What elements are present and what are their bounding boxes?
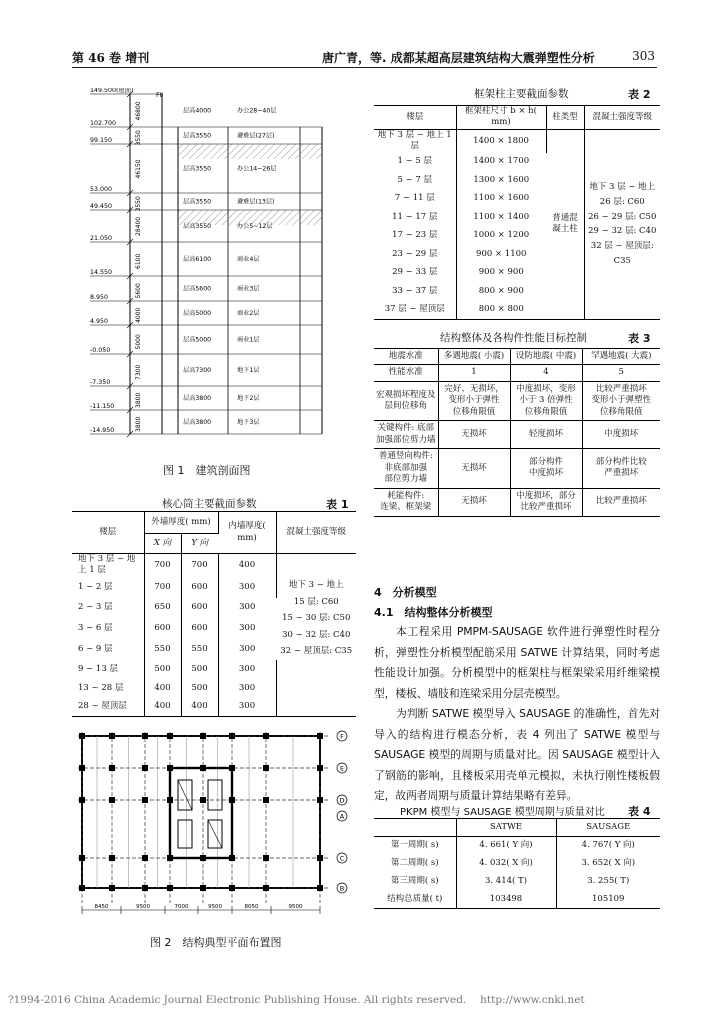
column: [109, 885, 115, 891]
column: [200, 733, 206, 739]
figure-1-caption: 图 1 建筑剖面图: [163, 464, 251, 477]
column: [317, 765, 323, 771]
table-4: [374, 818, 660, 909]
t1-cell: 9 ~ 13 层: [72, 660, 144, 679]
dim-label: 3550: [135, 130, 142, 146]
table-row: [374, 381, 660, 420]
t1-cell: 28 ~ 屋顶层: [72, 698, 144, 717]
dim-label: 7300: [135, 364, 142, 380]
floor-height-label: 层高7300: [183, 367, 212, 374]
t3-row-header: 普通竖向构件: 非底部加强 部位剪力墙: [374, 449, 438, 488]
label-fl: F8: [156, 92, 164, 99]
column: [79, 765, 85, 771]
t1-cell: 300: [239, 643, 256, 654]
table-3: [374, 348, 660, 517]
elevator-shaft: [208, 780, 222, 810]
elevation-label: 21.050: [90, 235, 113, 242]
table-row: [374, 855, 660, 873]
dim-label: 7000: [174, 904, 189, 910]
elevation-label: 14.550: [90, 269, 113, 276]
t3-row-header: 性能水准: [374, 365, 438, 381]
t1-cell: 1 ~ 2 层: [72, 577, 144, 598]
usage-label: 地下3层: [237, 419, 260, 426]
t1-cell: 3 ~ 6 层: [72, 618, 144, 639]
t2-size-cell: 1400 × 1800: [456, 129, 546, 152]
column: [200, 797, 206, 803]
elevation-label: 149.500(屋面): [90, 88, 134, 94]
floor-height-label: 层高3800: [183, 419, 212, 426]
axis-label: D: [339, 796, 345, 805]
floor-height-label: 层高6100: [183, 256, 212, 263]
elevation-label: 102.700: [90, 120, 117, 127]
running-title: 唐广青，等. 成都某超高层建筑结构大震弹塑性分析: [322, 51, 595, 65]
table-4-title: PKPM 模型与 SAUSAGE 模型周期与质量对比: [400, 807, 605, 818]
t4-cell: 105109: [592, 893, 625, 904]
table-row: [374, 129, 660, 152]
t1-cell: 6 ~ 9 层: [72, 639, 144, 660]
t2-size-cell: 1400 × 1700: [473, 156, 530, 167]
elevation-label: 53.000: [90, 186, 113, 193]
t3-cell: 部分构件 中度损坏: [510, 449, 582, 488]
t3-cell: 1: [438, 365, 510, 381]
dim-label: 3800: [135, 392, 142, 408]
t2-type-cell: 普通混 凝土柱: [546, 129, 584, 319]
t2-size-cell: 800 × 900: [478, 285, 524, 296]
t3-cell: 无损坏: [438, 449, 510, 488]
t1-h-outer: 外墙厚度( mm): [144, 512, 218, 534]
t2-size-cell: 800 × 800: [478, 304, 524, 315]
t3-cell: 中度损坏，变形 小于 3 倍弹性 位移角限值: [510, 381, 582, 420]
table-2-number: 表 2: [628, 88, 651, 101]
t1-cell: 700: [144, 577, 181, 598]
t4-cell: 103498: [456, 891, 556, 909]
axis-label: F: [340, 732, 344, 741]
t1-h-y: Y 向: [181, 534, 218, 554]
t2-h-size: 框架柱尺寸 b × h( mm): [456, 106, 546, 130]
usage-label: 商业3层: [237, 285, 260, 293]
usage-label: 地下2层: [237, 395, 260, 402]
figure-2-caption: 图 2 结构典型平面布置图: [150, 936, 282, 949]
figure-1-section-drawing: [90, 88, 350, 458]
axis-label: C: [339, 854, 345, 863]
column: [167, 765, 173, 771]
column: [200, 885, 206, 891]
core-wall: [170, 768, 232, 858]
t1-cell: 400: [144, 679, 181, 698]
dim-label: 4000: [135, 307, 142, 323]
t3-cell: 4: [510, 365, 582, 381]
usage-label: 商业1层: [237, 336, 260, 344]
column: [79, 885, 85, 891]
t1-cell: 600: [144, 618, 181, 639]
t2-h-grade: 混凝土强度等级: [584, 106, 660, 130]
t2-size-cell: 1100 × 1600: [473, 193, 530, 204]
table-row: [374, 837, 660, 855]
t2-size-cell: 1300 × 1600: [473, 174, 530, 185]
elevation-label: 99.150: [90, 137, 113, 144]
table-3-title: 结构整体及各构件性能目标控制: [440, 332, 587, 344]
t2-size-cell: 1000 × 1200: [473, 230, 530, 241]
t2-floor-cell: 23 ~ 29 层: [374, 245, 456, 264]
paragraph-1: 本工程采用 PMPM-SAUSAGE 软件进行弹塑性时程分析，弹塑性分析模型配筋采用 SATWE 计算结果，同时考虑性能设计加强。分析模型中的框架柱与框架梁采用纤维梁模型，楼板、墙肢和连梁采用分层壳模型。: [374, 625, 660, 700]
table-row: [374, 365, 660, 381]
t3-cell: 中度损坏: [582, 421, 660, 449]
floor-height-label: 层高4000: [183, 107, 212, 115]
t4-cell: 3. 652( X 向): [581, 857, 636, 868]
t1-cell: 300: [239, 602, 256, 613]
column: [229, 765, 235, 771]
t4-cell: 第三周期( s): [374, 873, 456, 891]
usage-label: 办公14~26层: [237, 165, 277, 173]
column: [142, 733, 148, 739]
t4-cell: 第一周期( s): [374, 837, 456, 855]
dim-label: 5000: [135, 334, 142, 350]
axis-label: A: [339, 812, 345, 821]
floor-height-label: 层高3550: [183, 132, 212, 140]
t4-h-0: [374, 819, 456, 837]
table-row: [72, 698, 356, 717]
table-1-number: 表 1: [326, 498, 349, 511]
t3-cell: 5: [582, 365, 660, 381]
t1-cell: 300: [218, 698, 276, 717]
usage-label: 避难层(13层): [237, 198, 275, 206]
t2-floor-cell: 33 ~ 37 层: [374, 282, 456, 301]
t3-cell: 完好、无损坏， 变形小于弹性 位移角限值: [438, 381, 510, 420]
copyright-footer: ?1994-2016 China Academic Journal Electronic Publishing House. All rights reserved. http://www.cnki.net: [8, 994, 585, 1006]
page-header: [72, 48, 657, 68]
column: [263, 765, 269, 771]
dim-label: 9500: [288, 904, 303, 910]
t1-cell: 600: [181, 577, 218, 598]
t1-cell: 500: [181, 660, 218, 679]
usage-label: 商业4层: [237, 256, 260, 263]
elevation-label: -11.150: [90, 403, 115, 410]
floor-height-label: 层高5600: [183, 285, 212, 293]
table-2-title: 框架柱主要截面参数: [474, 88, 569, 100]
t4-cell: 3. 414( T): [456, 873, 556, 891]
floor-height-label: 层高3550: [183, 165, 212, 173]
t2-floor-cell: 7 ~ 11 层: [374, 190, 456, 209]
usage-label: 地下1层: [237, 367, 260, 374]
dim-label: 3800: [135, 416, 142, 432]
dim-label: 8450: [94, 904, 109, 910]
t3-cell: 比较严重损坏: [595, 496, 647, 507]
shaft-diagonal: [178, 780, 192, 810]
usage-label: 商业2层: [237, 310, 260, 317]
refuge-hatch: [178, 144, 322, 159]
t4-h-2: SAUSAGE: [556, 819, 660, 837]
table-1: [72, 511, 356, 717]
elevation-label: 8.950: [90, 294, 109, 301]
t3-h-2: 设防地震( 中震): [510, 349, 582, 365]
column: [79, 855, 85, 861]
t1-cell: 400: [144, 698, 181, 717]
t1-h-x: X 向: [144, 534, 181, 554]
dim-label: 8050: [244, 904, 259, 910]
t3-row-header: 关键构件: 底部 加强部位剪力墙: [374, 421, 438, 449]
t1-h-grade: 混凝土强度等级: [276, 512, 356, 554]
t1-grade-empty: [276, 679, 356, 698]
dim-label: 46800: [135, 101, 142, 121]
t2-size-cell: 900 × 1100: [476, 248, 527, 259]
table-row: [72, 660, 356, 679]
column: [167, 733, 173, 739]
dim-label: 6100: [135, 253, 142, 269]
elevation-label: -0.050: [90, 347, 111, 354]
column: [142, 797, 148, 803]
figure-2-floor-plan: [70, 728, 360, 930]
column: [167, 885, 173, 891]
column: [109, 765, 115, 771]
column: [109, 797, 115, 803]
column: [317, 885, 323, 891]
t2-floor-cell: 11 ~ 17 层: [374, 208, 456, 227]
elevation-label: -7.350: [90, 379, 111, 386]
plan-outline: [82, 736, 320, 888]
t1-cell: 550: [181, 639, 218, 660]
shaft-diagonal: [208, 820, 222, 848]
column: [109, 733, 115, 739]
t2-size-cell: 900 × 900: [478, 267, 524, 278]
t4-cell: 3. 255( T): [587, 875, 630, 886]
t1-cell: 2 ~ 3 层: [72, 598, 144, 619]
table-row: [374, 449, 660, 488]
floor-height-label: 层高3800: [183, 395, 212, 402]
t3-h-3: 罕遇地震( 大震): [582, 349, 660, 365]
column: [317, 855, 323, 861]
t2-h-type: 柱类型: [546, 106, 584, 130]
t4-cell: 4. 032( X 向): [456, 855, 556, 873]
t2-floor-cell: 37 层 ~ 屋顶层: [374, 301, 456, 320]
t1-cell: 13 ~ 28 层: [72, 679, 144, 698]
dim-label: 28400: [135, 216, 142, 236]
column: [142, 855, 148, 861]
t1-cell: 300: [218, 660, 276, 679]
column: [142, 885, 148, 891]
table-4-number: 表 4: [628, 805, 651, 818]
column: [109, 855, 115, 861]
table-row: [72, 679, 356, 698]
t1-grade-empty: [276, 554, 356, 577]
dim-label: 9500: [208, 904, 222, 910]
column: [142, 765, 148, 771]
table-row: [374, 488, 660, 516]
t1-h-inner: 内墙厚度( mm): [218, 512, 276, 554]
t1-cell: 300: [239, 622, 256, 633]
t1-grade-cell: 地下 3 ~ 地上 15 层: C60 15 ~ 30 层: C50 30 ~ 32 层: C40 32 ~ 屋顶层: C35: [280, 579, 353, 657]
table-1-title: 核心筒主要截面参数: [162, 498, 257, 510]
table-row: [374, 891, 660, 909]
t2-grade-cell: 地下 3 层 ~ 地上 26 层: C60 26 ~ 29 层: C50 29 ~ 32 层: C40 32 层 ~ 屋顶层: C35: [588, 181, 657, 267]
floor-height-label: 层高5000: [183, 310, 212, 317]
column: [263, 885, 269, 891]
t4-cell: 4. 661( Y 向): [456, 837, 556, 855]
t1-cell: 650: [144, 598, 181, 619]
column: [229, 797, 235, 803]
table-row: [72, 554, 356, 577]
column: [167, 855, 173, 861]
t1-cell: 700: [144, 554, 181, 577]
t1-cell: 700: [181, 554, 218, 577]
elevation-label: -14.950: [90, 427, 115, 434]
t1-cell: 400: [181, 698, 218, 717]
column: [263, 855, 269, 861]
t3-cell: 无损坏: [438, 488, 510, 516]
t1-cell: 500: [181, 679, 218, 698]
dim-label: 5600: [135, 283, 142, 299]
usage-label: 办公5~12层: [237, 223, 273, 230]
table-row: [374, 421, 660, 449]
usage-label: 避难层(27层): [237, 132, 275, 140]
t1-grade-empty: [276, 698, 356, 717]
floor-height-label: 层高3550: [183, 223, 212, 230]
page-number: 303: [632, 49, 655, 63]
elevation-label: 49.450: [90, 203, 113, 210]
t1-cell: 500: [144, 660, 181, 679]
t1-cell: 600: [181, 598, 218, 619]
t3-h-0: 地震水准: [374, 349, 438, 365]
t2-h-floor: 楼层: [374, 106, 456, 130]
t1-cell: 550: [144, 639, 181, 660]
t2-floor-cell: 1 ~ 5 层: [374, 153, 456, 172]
t1-h-floor: 楼层: [72, 512, 144, 554]
table-2: [374, 105, 660, 320]
t1-cell: 600: [181, 618, 218, 639]
dim-label: 46150: [135, 159, 142, 179]
column: [200, 765, 206, 771]
table-row: [374, 873, 660, 891]
section-4-body: [374, 622, 660, 807]
t3-cell: 轻度损坏: [510, 421, 582, 449]
paragraph-2: 为判断 SATWE 模型导入 SAUSAGE 的准确性，首先对导入的结构进行模态分析，表 4 列出了 SATWE 模型与 SAUSAGE 模型的周期与质量对比。因 SAUSAGE 模型计入了钢筋的影响，且楼板采用壳单元模拟，未执行刚性楼板假定，故两者周期与质量计算结果略有差异。: [374, 707, 660, 802]
t3-h-1: 多遇地震( 小震): [438, 349, 510, 365]
t2-floor-cell: 29 ~ 33 层: [374, 264, 456, 283]
t4-cell: 4. 767( Y 向): [581, 840, 635, 851]
t2-floor-cell: 5 ~ 7 层: [374, 171, 456, 190]
column: [200, 855, 206, 861]
t1-cell: 400: [218, 554, 276, 577]
t3-cell: 比较严重损坏 变形小于弹塑性 位移角限值: [582, 381, 660, 420]
usage-label: 办公28~40层: [237, 107, 277, 115]
t1-cell: 300: [218, 577, 276, 598]
column: [79, 797, 85, 803]
t3-cell: 部分构件比较 严重损坏: [582, 449, 660, 488]
t2-floor-cell: 17 ~ 23 层: [374, 227, 456, 246]
column: [317, 797, 323, 803]
t3-row-header: 宏观损坏程度及 层间位移角: [374, 381, 438, 420]
t3-row-header: 耗能构件: 连梁、框架梁: [374, 488, 438, 516]
column: [263, 797, 269, 803]
t4-h-1: SATWE: [456, 819, 556, 837]
dim-label: 3550: [135, 196, 142, 212]
table-3-number: 表 3: [628, 332, 651, 345]
table-row: [72, 577, 356, 598]
t4-cell: 第二周期( s): [374, 855, 456, 873]
axis-label: E: [339, 764, 345, 773]
t2-size-cell: 1100 × 1400: [473, 211, 530, 222]
column: [263, 733, 269, 739]
floor-height-label: 层高3550: [183, 198, 212, 206]
t3-cell: 无损坏: [438, 421, 510, 449]
journal-volume: 第 46 卷 增刊: [72, 51, 150, 65]
section-4-1-heading: 4.1 结构整体分析模型: [374, 606, 493, 619]
t1-cell: 地下 3 层 ~ 地上 1 层: [72, 554, 144, 577]
elevation-label: 4.950: [90, 318, 109, 325]
t1-cell: 300: [218, 679, 276, 698]
axis-label: B: [339, 884, 345, 893]
column: [229, 855, 235, 861]
t4-cell: 结构总质量( t): [374, 891, 456, 909]
column: [167, 797, 173, 803]
t1-grade-empty: [276, 660, 356, 679]
column: [79, 733, 85, 739]
section-4-heading: 4 分析模型: [374, 586, 437, 599]
t3-cell: 中度损坏，部分 比较严重损坏: [510, 488, 582, 516]
column: [229, 733, 235, 739]
elevator-shaft: [178, 820, 192, 848]
floor-height-label: 层高5000: [183, 336, 212, 344]
dim-label: 9500: [136, 904, 150, 910]
column: [317, 733, 323, 739]
column: [229, 885, 235, 891]
t2-floor-cell: 地下 3 层 ~ 地上 1 层: [374, 129, 456, 152]
